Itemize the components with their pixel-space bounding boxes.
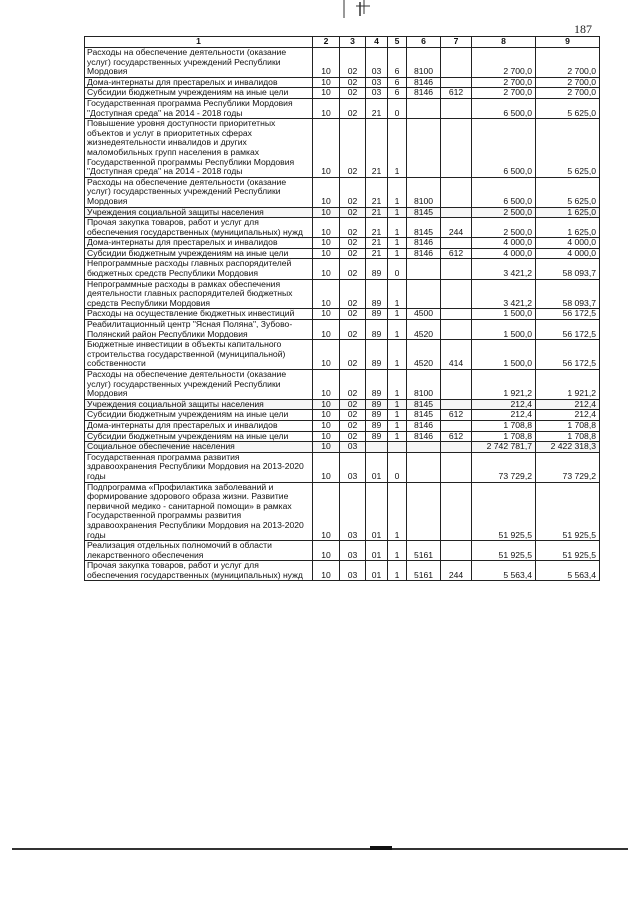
- row-program: 01: [366, 452, 388, 482]
- row-amount-1: 51 925,5: [472, 541, 536, 561]
- row-subprogram: [388, 442, 407, 453]
- table-row: [85, 177, 600, 207]
- row-target: 8146: [407, 248, 441, 259]
- row-target: 8145: [407, 218, 441, 238]
- row-amount-2: 51 925,5: [536, 482, 600, 541]
- row-subprogram: 0: [388, 98, 407, 118]
- row-subprogram: 1: [388, 218, 407, 238]
- row-amount-1: 2 700,0: [472, 48, 536, 78]
- row-program: [366, 442, 388, 453]
- row-target: 4520: [407, 340, 441, 370]
- row-subprogram: 0: [388, 452, 407, 482]
- row-subsection: 02: [340, 177, 366, 207]
- row-name: Непрограммные расходы в рамках обеспечения деятельности главных распорядителей бюджетных средств Республики Мордовия: [85, 279, 313, 309]
- row-subsection: 02: [340, 309, 366, 320]
- row-name: Расходы на обеспечение деятельности (оказание услуг) государственных учреждений Республики Мордовия: [85, 177, 313, 207]
- row-subprogram: 1: [388, 177, 407, 207]
- row-section: 10: [313, 48, 340, 78]
- header-cell: 4: [366, 37, 388, 48]
- row-subsection: 02: [340, 77, 366, 88]
- row-section: 10: [313, 431, 340, 442]
- row-subsection: 02: [340, 259, 366, 279]
- row-amount-1: 4 000,0: [472, 248, 536, 259]
- row-expense-type: [441, 177, 472, 207]
- row-subprogram: 1: [388, 340, 407, 370]
- row-subsection: 02: [340, 88, 366, 99]
- header-cell: 3: [340, 37, 366, 48]
- row-subsection: 03: [340, 482, 366, 541]
- row-amount-2: 5 625,0: [536, 177, 600, 207]
- row-expense-type: 244: [441, 218, 472, 238]
- row-section: 10: [313, 410, 340, 421]
- table-row: [85, 399, 600, 410]
- row-program: 21: [366, 119, 388, 178]
- row-subsection: 02: [340, 98, 366, 118]
- row-subprogram: 1: [388, 482, 407, 541]
- row-section: 10: [313, 561, 340, 581]
- row-expense-type: [441, 98, 472, 118]
- row-subprogram: 1: [388, 320, 407, 340]
- row-section: 10: [313, 98, 340, 118]
- row-subprogram: 1: [388, 248, 407, 259]
- table-row: [85, 410, 600, 421]
- row-subsection: 03: [340, 442, 366, 453]
- row-amount-1: 6 500,0: [472, 177, 536, 207]
- table-row: [85, 207, 600, 218]
- row-expense-type: 612: [441, 88, 472, 99]
- row-section: 10: [313, 248, 340, 259]
- row-subprogram: 1: [388, 238, 407, 249]
- row-target: 8100: [407, 370, 441, 400]
- row-name: Дома-интернаты для престарелых и инвалидов: [85, 420, 313, 431]
- row-expense-type: [441, 207, 472, 218]
- row-target: [407, 98, 441, 118]
- table-row: [85, 309, 600, 320]
- row-amount-1: 1 500,0: [472, 340, 536, 370]
- row-amount-2: 56 172,5: [536, 320, 600, 340]
- row-target: 8146: [407, 431, 441, 442]
- row-name: Реализация отдельных полномочий в области лекарственного обеспечения: [85, 541, 313, 561]
- row-amount-2: 2 700,0: [536, 88, 600, 99]
- row-expense-type: [441, 420, 472, 431]
- table-row: [85, 77, 600, 88]
- row-subsection: 02: [340, 218, 366, 238]
- row-name: Непрограммные расходы главных распорядителей бюджетных средств Республики Мордовия: [85, 259, 313, 279]
- row-program: 03: [366, 48, 388, 78]
- row-subprogram: 1: [388, 207, 407, 218]
- row-subsection: 03: [340, 541, 366, 561]
- row-program: 89: [366, 259, 388, 279]
- row-amount-1: 1 708,8: [472, 431, 536, 442]
- row-amount-1: 4 000,0: [472, 238, 536, 249]
- row-subprogram: 6: [388, 77, 407, 88]
- row-target: 8146: [407, 88, 441, 99]
- row-amount-2: 58 093,7: [536, 279, 600, 309]
- row-section: 10: [313, 340, 340, 370]
- row-name: Расходы на обеспечение деятельности (оказание услуг) государственных учреждений Республики Мордовия: [85, 370, 313, 400]
- row-amount-2: 58 093,7: [536, 259, 600, 279]
- row-amount-1: 212,4: [472, 410, 536, 421]
- row-program: 01: [366, 561, 388, 581]
- row-target: 8145: [407, 399, 441, 410]
- row-amount-1: 73 729,2: [472, 452, 536, 482]
- row-amount-1: 212,4: [472, 399, 536, 410]
- bottom-rule: [12, 848, 628, 850]
- row-expense-type: 244: [441, 561, 472, 581]
- row-subsection: 02: [340, 279, 366, 309]
- row-name: Дома-интернаты для престарелых и инвалидов: [85, 238, 313, 249]
- row-amount-2: 56 172,5: [536, 340, 600, 370]
- row-name: Субсидии бюджетным учреждениям на иные цели: [85, 88, 313, 99]
- row-program: 89: [366, 399, 388, 410]
- header-cell: 1: [85, 37, 313, 48]
- row-name: Прочая закупка товаров, работ и услуг для обеспечения государственных (муниципальных) нужд: [85, 218, 313, 238]
- page-number: 187: [574, 22, 592, 36]
- row-amount-2: 2 700,0: [536, 77, 600, 88]
- row-section: 10: [313, 177, 340, 207]
- row-subprogram: 1: [388, 279, 407, 309]
- row-subsection: 03: [340, 561, 366, 581]
- row-name: Субсидии бюджетным учреждениям на иные цели: [85, 431, 313, 442]
- row-expense-type: [441, 320, 472, 340]
- row-subsection: 02: [340, 420, 366, 431]
- row-amount-1: 3 421,2: [472, 279, 536, 309]
- row-subsection: 02: [340, 399, 366, 410]
- row-subprogram: 1: [388, 119, 407, 178]
- row-target: [407, 442, 441, 453]
- row-program: 89: [366, 420, 388, 431]
- row-subsection: 02: [340, 340, 366, 370]
- row-subsection: 02: [340, 248, 366, 259]
- row-amount-2: 2 700,0: [536, 48, 600, 78]
- row-program: 89: [366, 320, 388, 340]
- row-name: Реабилитационный центр "Ясная Поляна", Зубово-Полянский район Республики Мордовия: [85, 320, 313, 340]
- row-target: 8146: [407, 238, 441, 249]
- row-target: 8100: [407, 177, 441, 207]
- row-section: 10: [313, 207, 340, 218]
- row-subprogram: 1: [388, 541, 407, 561]
- row-section: 10: [313, 420, 340, 431]
- row-subprogram: 1: [388, 431, 407, 442]
- row-name: Социальное обеспечение населения: [85, 442, 313, 453]
- row-program: 89: [366, 431, 388, 442]
- row-expense-type: [441, 309, 472, 320]
- row-amount-2: 5 625,0: [536, 98, 600, 118]
- row-program: 89: [366, 340, 388, 370]
- row-name: Подпрограмма «Профилактика заболеваний и формирование здорового образа жизни. Развитие первичной медико - санитарной помощи» в рамках Государственной программы развития здравоохранения Республики Мордовия на 2013-2020 годы: [85, 482, 313, 541]
- row-expense-type: [441, 259, 472, 279]
- budget-table: [84, 36, 600, 581]
- row-amount-1: 2 700,0: [472, 77, 536, 88]
- header-cell: 6: [407, 37, 441, 48]
- row-amount-1: 6 500,0: [472, 119, 536, 178]
- row-program: 03: [366, 88, 388, 99]
- table-row: [85, 541, 600, 561]
- row-target: 8146: [407, 420, 441, 431]
- row-program: 21: [366, 207, 388, 218]
- row-amount-1: 6 500,0: [472, 98, 536, 118]
- row-expense-type: [441, 238, 472, 249]
- header-cell: 9: [536, 37, 600, 48]
- row-section: 10: [313, 452, 340, 482]
- row-amount-1: 2 500,0: [472, 207, 536, 218]
- row-subprogram: 1: [388, 399, 407, 410]
- row-name: Расходы на осуществление бюджетных инвестиций: [85, 309, 313, 320]
- row-name: Государственная программа развития здравоохранения Республики Мордовия на 2013-2020 годы: [85, 452, 313, 482]
- row-subsection: 02: [340, 207, 366, 218]
- row-amount-1: 1 708,8: [472, 420, 536, 431]
- row-subprogram: 1: [388, 410, 407, 421]
- table-row: [85, 48, 600, 78]
- row-amount-1: 1 500,0: [472, 320, 536, 340]
- row-subsection: 02: [340, 238, 366, 249]
- table-row: [85, 238, 600, 249]
- row-expense-type: [441, 48, 472, 78]
- row-name: Учреждения социальной защиты населения: [85, 399, 313, 410]
- row-amount-1: 1 500,0: [472, 309, 536, 320]
- row-target: [407, 452, 441, 482]
- row-section: 10: [313, 370, 340, 400]
- row-subprogram: 1: [388, 309, 407, 320]
- row-amount-2: 212,4: [536, 410, 600, 421]
- row-amount-1: 2 500,0: [472, 218, 536, 238]
- table-row: [85, 259, 600, 279]
- row-section: 10: [313, 88, 340, 99]
- row-program: 89: [366, 279, 388, 309]
- row-section: 10: [313, 218, 340, 238]
- table-row: [85, 320, 600, 340]
- table-row: [85, 119, 600, 178]
- row-section: 10: [313, 399, 340, 410]
- row-target: 8145: [407, 410, 441, 421]
- table-row: [85, 98, 600, 118]
- row-amount-2: 73 729,2: [536, 452, 600, 482]
- row-section: 10: [313, 77, 340, 88]
- row-section: 10: [313, 482, 340, 541]
- row-section: 10: [313, 541, 340, 561]
- row-section: 10: [313, 442, 340, 453]
- row-amount-2: 1 708,8: [536, 420, 600, 431]
- row-target: 4520: [407, 320, 441, 340]
- row-subprogram: 1: [388, 561, 407, 581]
- row-program: 21: [366, 248, 388, 259]
- row-subsection: 02: [340, 431, 366, 442]
- row-amount-1: 51 925,5: [472, 482, 536, 541]
- row-section: 10: [313, 279, 340, 309]
- header-cell: 8: [472, 37, 536, 48]
- table-row: [85, 88, 600, 99]
- row-program: 01: [366, 541, 388, 561]
- bottom-mark: [370, 846, 392, 850]
- row-expense-type: [441, 119, 472, 178]
- row-name: Дома-интернаты для престарелых и инвалидов: [85, 77, 313, 88]
- row-expense-type: [441, 482, 472, 541]
- row-amount-2: 212,4: [536, 399, 600, 410]
- row-program: 21: [366, 177, 388, 207]
- row-program: 03: [366, 77, 388, 88]
- row-program: 21: [366, 218, 388, 238]
- row-subprogram: 6: [388, 48, 407, 78]
- row-name: Прочая закупка товаров, работ и услуг для обеспечения государственных (муниципальных) нужд: [85, 561, 313, 581]
- table-row: [85, 370, 600, 400]
- row-amount-1: 2 742 781,7: [472, 442, 536, 453]
- row-subsection: 02: [340, 119, 366, 178]
- row-amount-2: 56 172,5: [536, 309, 600, 320]
- table-row: [85, 279, 600, 309]
- row-target: 8145: [407, 207, 441, 218]
- row-section: 10: [313, 320, 340, 340]
- row-subprogram: 1: [388, 420, 407, 431]
- row-subsection: 02: [340, 410, 366, 421]
- row-program: 01: [366, 482, 388, 541]
- row-target: [407, 482, 441, 541]
- table-row: [85, 452, 600, 482]
- row-name: Субсидии бюджетным учреждениям на иные цели: [85, 410, 313, 421]
- table-row: [85, 218, 600, 238]
- row-subsection: 02: [340, 320, 366, 340]
- row-target: [407, 279, 441, 309]
- row-expense-type: [441, 279, 472, 309]
- row-program: 89: [366, 309, 388, 320]
- row-target: [407, 119, 441, 178]
- row-amount-2: 1 625,0: [536, 218, 600, 238]
- row-expense-type: [441, 442, 472, 453]
- row-target: 8100: [407, 48, 441, 78]
- row-program: 21: [366, 98, 388, 118]
- row-section: 10: [313, 238, 340, 249]
- header-cell: 7: [441, 37, 472, 48]
- table-body: [85, 48, 600, 581]
- row-amount-2: 1 625,0: [536, 207, 600, 218]
- row-amount-2: 5 625,0: [536, 119, 600, 178]
- table-row: [85, 442, 600, 453]
- row-section: 10: [313, 309, 340, 320]
- row-subsection: 02: [340, 48, 366, 78]
- row-expense-type: 612: [441, 410, 472, 421]
- row-expense-type: [441, 370, 472, 400]
- row-amount-2: 1 708,8: [536, 431, 600, 442]
- row-name: Расходы на обеспечение деятельности (оказание услуг) государственных учреждений Республики Мордовия: [85, 48, 313, 78]
- row-amount-2: 2 422 318,3: [536, 442, 600, 453]
- row-amount-1: 1 921,2: [472, 370, 536, 400]
- row-program: 89: [366, 410, 388, 421]
- row-name: Субсидии бюджетным учреждениям на иные цели: [85, 248, 313, 259]
- row-expense-type: 612: [441, 431, 472, 442]
- row-amount-2: 4 000,0: [536, 238, 600, 249]
- table-row: [85, 248, 600, 259]
- row-expense-type: [441, 77, 472, 88]
- row-program: 89: [366, 370, 388, 400]
- row-name: Учреждения социальной защиты населения: [85, 207, 313, 218]
- table-row: [85, 340, 600, 370]
- row-program: 21: [366, 238, 388, 249]
- row-expense-type: [441, 541, 472, 561]
- row-target: [407, 259, 441, 279]
- table-row: [85, 482, 600, 541]
- row-amount-2: 51 925,5: [536, 541, 600, 561]
- row-name: Бюджетные инвестиции в объекты капитального строительства государственной (муниципальной) собственности: [85, 340, 313, 370]
- row-expense-type: 612: [441, 248, 472, 259]
- row-subprogram: 1: [388, 370, 407, 400]
- row-section: 10: [313, 119, 340, 178]
- table-row: [85, 431, 600, 442]
- row-section: 10: [313, 259, 340, 279]
- row-amount-2: 4 000,0: [536, 248, 600, 259]
- table-row: [85, 420, 600, 431]
- row-amount-2: 5 563,4: [536, 561, 600, 581]
- row-target: 8146: [407, 77, 441, 88]
- table-row: [85, 561, 600, 581]
- row-expense-type: [441, 399, 472, 410]
- row-name: Государственная программа Республики Мордовия "Доступная среда" на 2014 - 2018 годы: [85, 98, 313, 118]
- row-amount-1: 5 563,4: [472, 561, 536, 581]
- row-expense-type: [441, 452, 472, 482]
- table-header-row: [85, 37, 600, 48]
- row-target: 5161: [407, 561, 441, 581]
- row-expense-type: 414: [441, 340, 472, 370]
- row-subsection: 02: [340, 370, 366, 400]
- row-subsection: 03: [340, 452, 366, 482]
- row-target: 4500: [407, 309, 441, 320]
- top-binding-mark: [330, 0, 390, 18]
- header-cell: 2: [313, 37, 340, 48]
- row-name: Повышение уровня доступности приоритетных объектов и услуг в приоритетных сферах жизнедеятельности инвалидов и других маломобильных групп населения в рамках Государственной программы Республики Мордовия "Доступная среда" на 2014 - 2018 годы: [85, 119, 313, 178]
- row-subprogram: 0: [388, 259, 407, 279]
- row-amount-1: 3 421,2: [472, 259, 536, 279]
- row-amount-1: 2 700,0: [472, 88, 536, 99]
- row-amount-2: 1 921,2: [536, 370, 600, 400]
- row-target: 5161: [407, 541, 441, 561]
- row-subprogram: 6: [388, 88, 407, 99]
- header-cell: 5: [388, 37, 407, 48]
